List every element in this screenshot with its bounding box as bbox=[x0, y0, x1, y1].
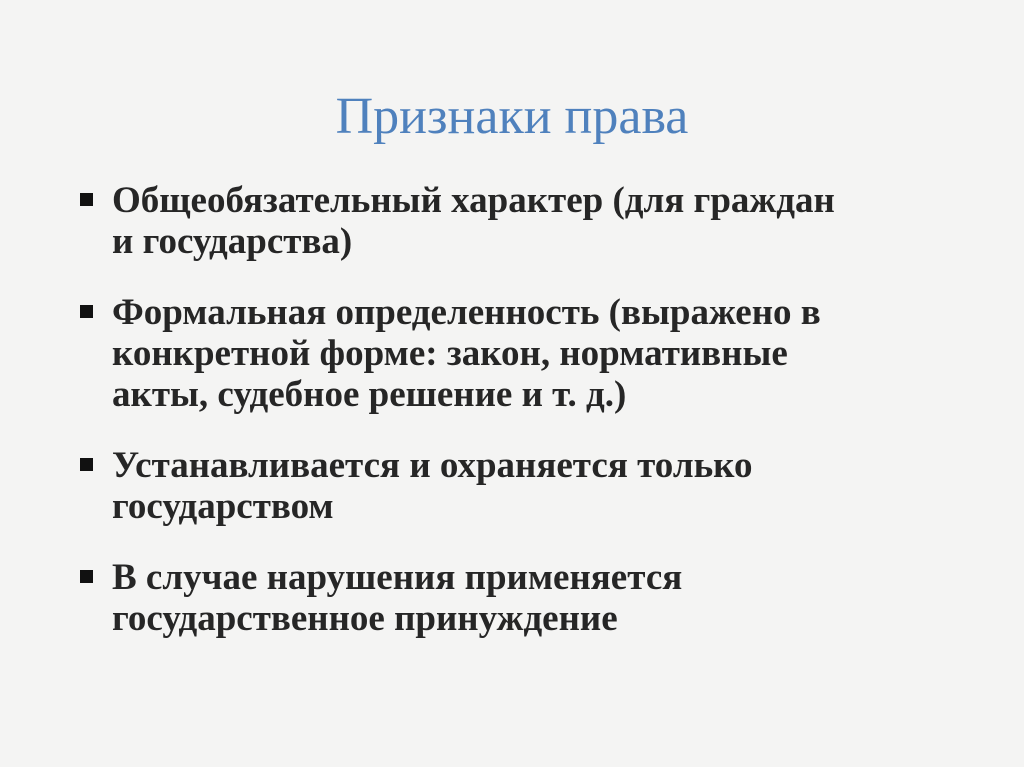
square-bullet-icon bbox=[80, 458, 93, 471]
bullet-text: Формальная определенность (выражено в конкретной форме: закон, нормативные акты, судебное решение и т. д.) bbox=[112, 292, 821, 415]
bullet-text: Устанавливается и охраняется только государством bbox=[112, 445, 753, 527]
bullet-item-4 bbox=[78, 557, 978, 639]
square-bullet-icon bbox=[80, 570, 93, 583]
square-bullet-icon bbox=[80, 193, 93, 206]
bullet-item-3 bbox=[78, 445, 978, 527]
square-bullet-icon bbox=[80, 305, 93, 318]
bullet-text: Общеобязательный характер (для граждан и государства) bbox=[112, 180, 835, 262]
bullet-list bbox=[78, 180, 978, 639]
bullet-item-1 bbox=[78, 180, 978, 262]
bullet-item-2 bbox=[78, 292, 978, 415]
slide-title: Признаки права bbox=[335, 87, 689, 145]
bullet-text: В случае нарушения применяется государственное принуждение bbox=[112, 557, 683, 639]
